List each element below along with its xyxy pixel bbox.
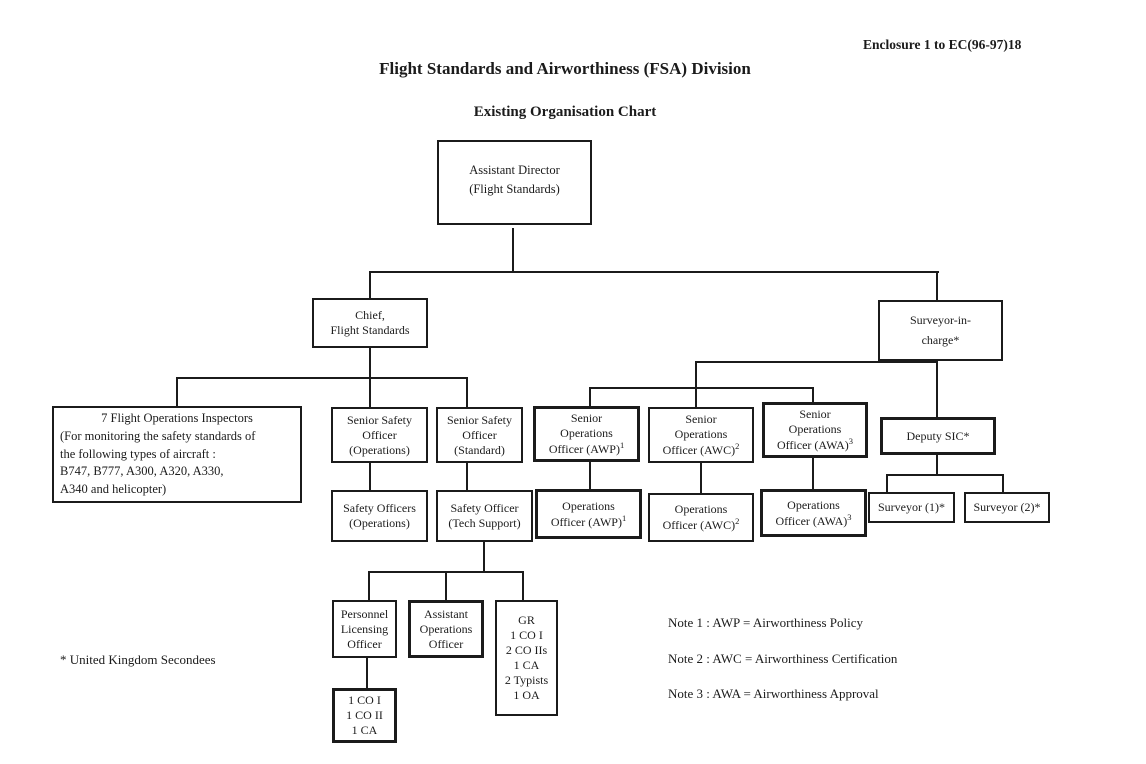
box-text: Safety Officer: [450, 501, 519, 515]
box-text: Assistant: [423, 606, 468, 621]
org-box-assistant-director: [437, 140, 592, 225]
box-text: Officer: [462, 427, 497, 442]
connector-line: [695, 387, 697, 409]
box-text: 1 CO II: [346, 708, 383, 722]
box-text: Senior Safety: [447, 412, 512, 427]
box-text: Officer (AWP)$^1$: [548, 440, 625, 456]
box-text: (For monitoring the safety standards of: [60, 428, 256, 443]
box-text: Assistant Director: [469, 163, 560, 177]
note-1: Note 1 : AWP = Airworthiness Policy: [668, 615, 864, 630]
connector-line: [522, 571, 524, 602]
connector-line: [936, 454, 938, 476]
box-text: Officer (AWC)$^2$: [662, 516, 740, 532]
box-text: Surveyor-in-: [909, 313, 972, 328]
connector-line: [176, 377, 468, 379]
connector-line: [812, 457, 814, 491]
org-box-operations-officer-awc: [648, 493, 754, 542]
box-text: Officer: [362, 427, 397, 442]
org-box-personnel-licensing-officer: [332, 600, 397, 658]
box-text: Officer (AWP)$^1$: [550, 512, 627, 529]
connector-line: [589, 387, 591, 408]
org-box-operations-officer-awp: [535, 489, 642, 539]
box-text: 7 Flight Operations Inspectors: [101, 411, 253, 426]
connector-line: [369, 377, 371, 409]
box-text: A340 and helicopter): [60, 482, 167, 497]
org-box-senior-operations-officer-awa: [762, 402, 868, 458]
uk-secondees-footnote: * United Kingdom Secondees: [60, 652, 216, 667]
org-box-flight-operations-inspectors: [52, 406, 302, 503]
connector-line: [466, 463, 468, 492]
note-superscript: 1: [619, 440, 625, 450]
org-box-surveyor-2: [964, 492, 1050, 523]
box-text: Deputy SIC*: [906, 428, 970, 443]
connector-line: [369, 463, 371, 492]
connector-line: [886, 474, 1004, 476]
box-text: B747, B777, A300, A320, A330,: [60, 464, 224, 479]
org-box-safety-officer-tech-support: [436, 490, 533, 542]
box-text: Operations: [787, 497, 840, 512]
box-text: (Flight Standards): [469, 181, 560, 196]
box-text: Officer: [347, 636, 382, 651]
note-superscript: 2: [735, 516, 740, 526]
box-text: (Operations): [349, 516, 410, 530]
box-text: 1 CO I: [510, 628, 543, 642]
box-text: (Tech Support): [448, 516, 521, 530]
box-text: Officer: [428, 636, 464, 651]
org-box-safety-officers-operations: [331, 490, 428, 542]
connector-line: [369, 271, 939, 273]
note-superscript: 3: [848, 436, 854, 446]
connector-line: [700, 463, 702, 495]
box-text: Officer (AWA)$^3$: [776, 436, 854, 452]
connector-line: [936, 271, 938, 302]
connector-line: [366, 658, 368, 690]
box-text: Surveyor (1)*: [878, 500, 945, 514]
box-text: 2 Typists: [504, 673, 549, 687]
note-3: Note 3 : AWA = Airworthiness Approval: [668, 686, 879, 701]
box-text: Officer (AWC)$^2$: [662, 441, 740, 457]
connector-line: [589, 387, 814, 389]
connector-line: [176, 377, 178, 408]
connector-line: [1002, 474, 1004, 494]
box-text: Personnel: [340, 606, 389, 621]
org-box-surveyor-1: [868, 492, 955, 523]
box-text: Operations: [674, 427, 728, 441]
org-box-general-registry: [495, 600, 558, 716]
org-box-senior-safety-officer-standard: [436, 407, 523, 463]
box-text: Operations: [788, 422, 842, 436]
connector-line: [695, 361, 938, 363]
box-text: Senior: [685, 412, 717, 426]
box-text: Surveyor (2)*: [973, 500, 1041, 514]
box-text: (Operations): [349, 442, 410, 457]
org-box-surveyor-in-charge: [878, 300, 1003, 361]
box-text: Senior: [799, 407, 831, 421]
note-superscript: 3: [847, 511, 852, 522]
box-text: Operations: [419, 621, 473, 636]
org-box-plo-support-staff: [332, 688, 397, 743]
connector-line: [369, 271, 371, 300]
box-text: Chief,: [355, 308, 385, 322]
connector-line: [695, 361, 697, 389]
box-text: Licensing: [340, 621, 389, 636]
org-box-senior-operations-officer-awc: [648, 407, 754, 463]
connector-line: [512, 228, 514, 273]
box-text: Operations: [562, 498, 615, 513]
box-text: Senior: [570, 411, 603, 425]
org-box-chief-flight-standards: [312, 298, 428, 348]
connector-line: [445, 571, 447, 602]
org-box-deputy-sic: [880, 417, 996, 455]
box-text: 1 CA: [351, 723, 378, 737]
org-box-assistant-operations-officer: [408, 600, 484, 658]
connector-line: [483, 542, 485, 573]
org-box-senior-safety-officer-operations: [331, 407, 428, 463]
box-text: 2 CO IIs: [505, 643, 548, 657]
box-text: Safety Officers: [343, 501, 416, 515]
box-text: Senior Safety: [347, 412, 412, 427]
box-text: charge*: [921, 332, 960, 347]
box-text: 1 CA: [513, 658, 540, 672]
note-superscript: 1: [621, 512, 627, 523]
org-box-senior-operations-officer-awp: [533, 406, 640, 462]
enclosure-reference: Enclosure 1 to EC(96-97)18: [863, 37, 1022, 52]
box-text: (Standard): [454, 442, 505, 457]
connector-line: [369, 348, 371, 379]
connector-line: [466, 377, 468, 409]
page-title: Flight Standards and Airworthiness (FSA) Division: [379, 59, 751, 78]
box-text: Operations: [560, 426, 613, 440]
note-2: Note 2 : AWC = Airworthiness Certification: [668, 651, 898, 666]
box-text: Operations: [674, 502, 728, 516]
box-text: Officer (AWA)$^3$: [775, 511, 852, 528]
box-text: GR: [518, 613, 535, 627]
note-superscript: 2: [735, 441, 740, 451]
connector-line: [936, 361, 938, 419]
org-box-operations-officer-awa: [760, 489, 867, 537]
chart-subtitle: Existing Organisation Chart: [473, 104, 657, 120]
box-text: Flight Standards: [330, 323, 410, 337]
box-text: 1 CO I: [348, 693, 381, 707]
connector-line: [589, 460, 591, 491]
box-text: 1 OA: [513, 688, 540, 702]
box-text: the following types of aircraft :: [60, 446, 216, 461]
connector-line: [368, 571, 370, 602]
connector-line: [886, 474, 888, 494]
